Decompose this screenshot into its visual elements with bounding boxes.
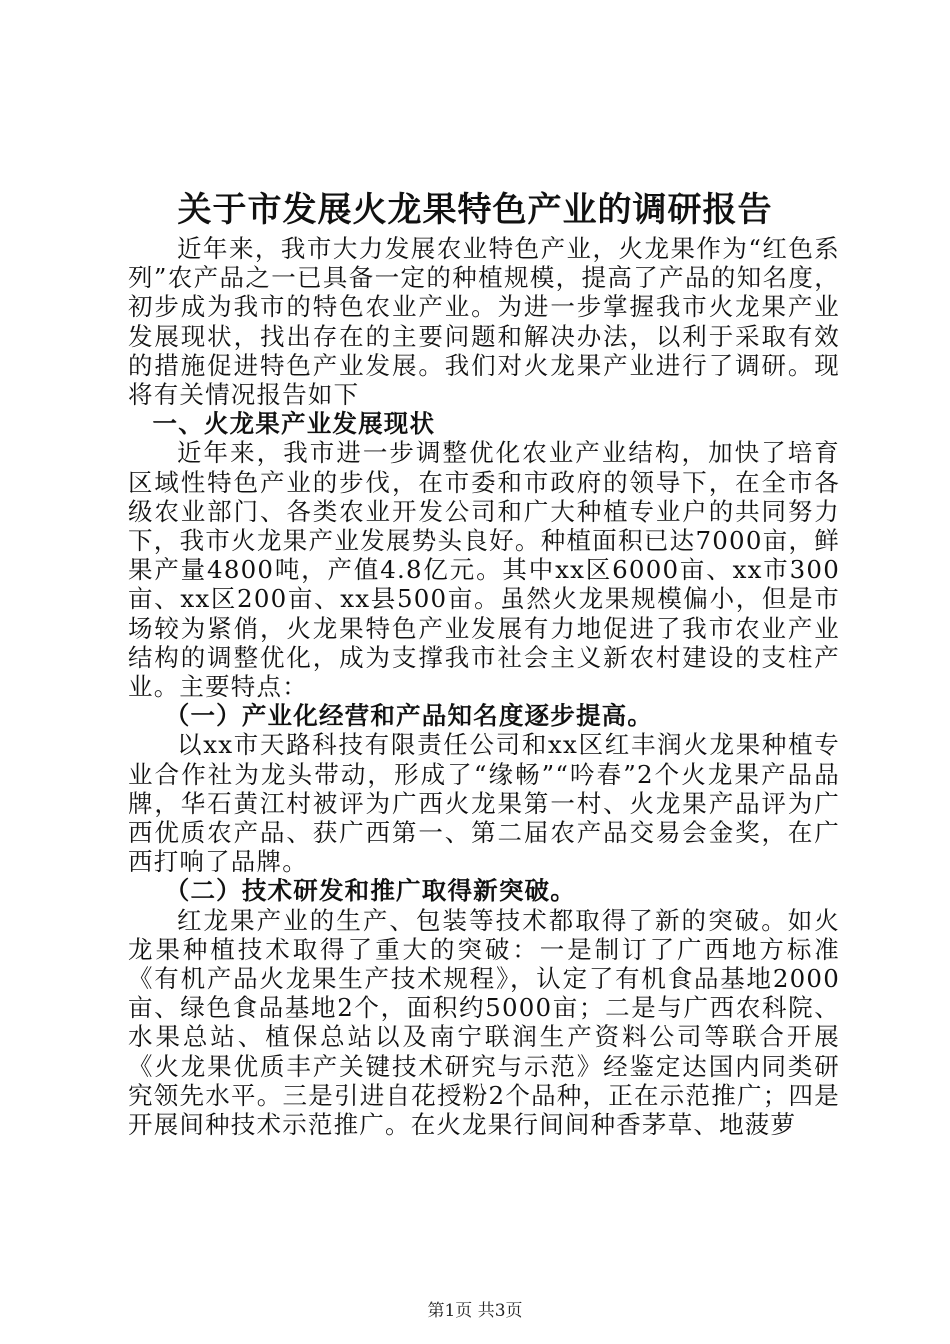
- page-number-footer: 第1页 共3页: [427, 1301, 523, 1321]
- section-heading-status: 一、火龙果产业发展现状: [152, 409, 436, 439]
- document-body: [128, 234, 840, 1139]
- subsection-paragraph-branding: 以xx市天路科技有限责任公司和xx区红丰润火龙果种植专业合作社为龙头带动，形成了“缘畅”“吟春”2个火龙果产品品牌，华石黄江村被评为广西火龙果第一村、火龙果产品评为广西优质农产品、获广西第一、第二届农产品交易会金奖，在广西打响了品牌。: [128, 730, 840, 877]
- subsection-heading-technology: （二）技术研发和推广取得新突破。: [164, 876, 576, 906]
- section-paragraph-status: 近年来，我市进一步调整优化农业产业结构，加快了培育区域性特色产业的步伐，在市委和市政府的领导下，在全市各级农业部门、各类农业开发公司和广大种植专业户的共同努力下，我市火龙果产业发展势头良好。种植面积已达7000亩，鲜果产量4800吨，产值4.8亿元。其中xx区6000亩、xx市300亩、xx区200亩、xx县500亩。虽然火龙果规模偏小，但是市场较为紧俏，火龙果特色产业发展有力地促进了我市农业产业结构的调整优化，成为支撑我市社会主义新农村建设的支柱产业。主要特点：: [128, 438, 840, 702]
- subsection-paragraph-technology: 红龙果产业的生产、包装等技术都取得了新的突破。如火龙果种植技术取得了重大的突破：一是制订了广西地方标准《有机产品火龙果生产技术规程》，认定了有机食品基地2000亩、绿色食品基地2个，面积约5000亩；二是与广西农科院、水果总站、植保总站以及南宁联润生产资料公司等联合开展《火龙果优质丰产关键技术研究与示范》经鉴定达国内同类研究领先水平。三是引进自花授粉2个品种，正在示范推广；四是开展间种技术示范推广。在火龙果行间间种香茅草、地菠萝: [128, 905, 840, 1140]
- document-title: 关于市发展火龙果特色产业的调研报告: [177, 190, 773, 230]
- subsection-heading-branding: （一）产业化经营和产品知名度逐步提高。: [164, 701, 654, 731]
- intro-paragraph: 近年来，我市大力发展农业特色产业，火龙果作为“红色系列”农产品之一已具备一定的种植规模，提高了产品的知名度，初步成为我市的特色农业产业。为进一步掌握我市火龙果产业发展现状，找出存在的主要问题和解决办法，以利于采取有效的措施促进特色产业发展。我们对火龙果产业进行了调研。现将有关情况报告如下: [128, 234, 840, 410]
